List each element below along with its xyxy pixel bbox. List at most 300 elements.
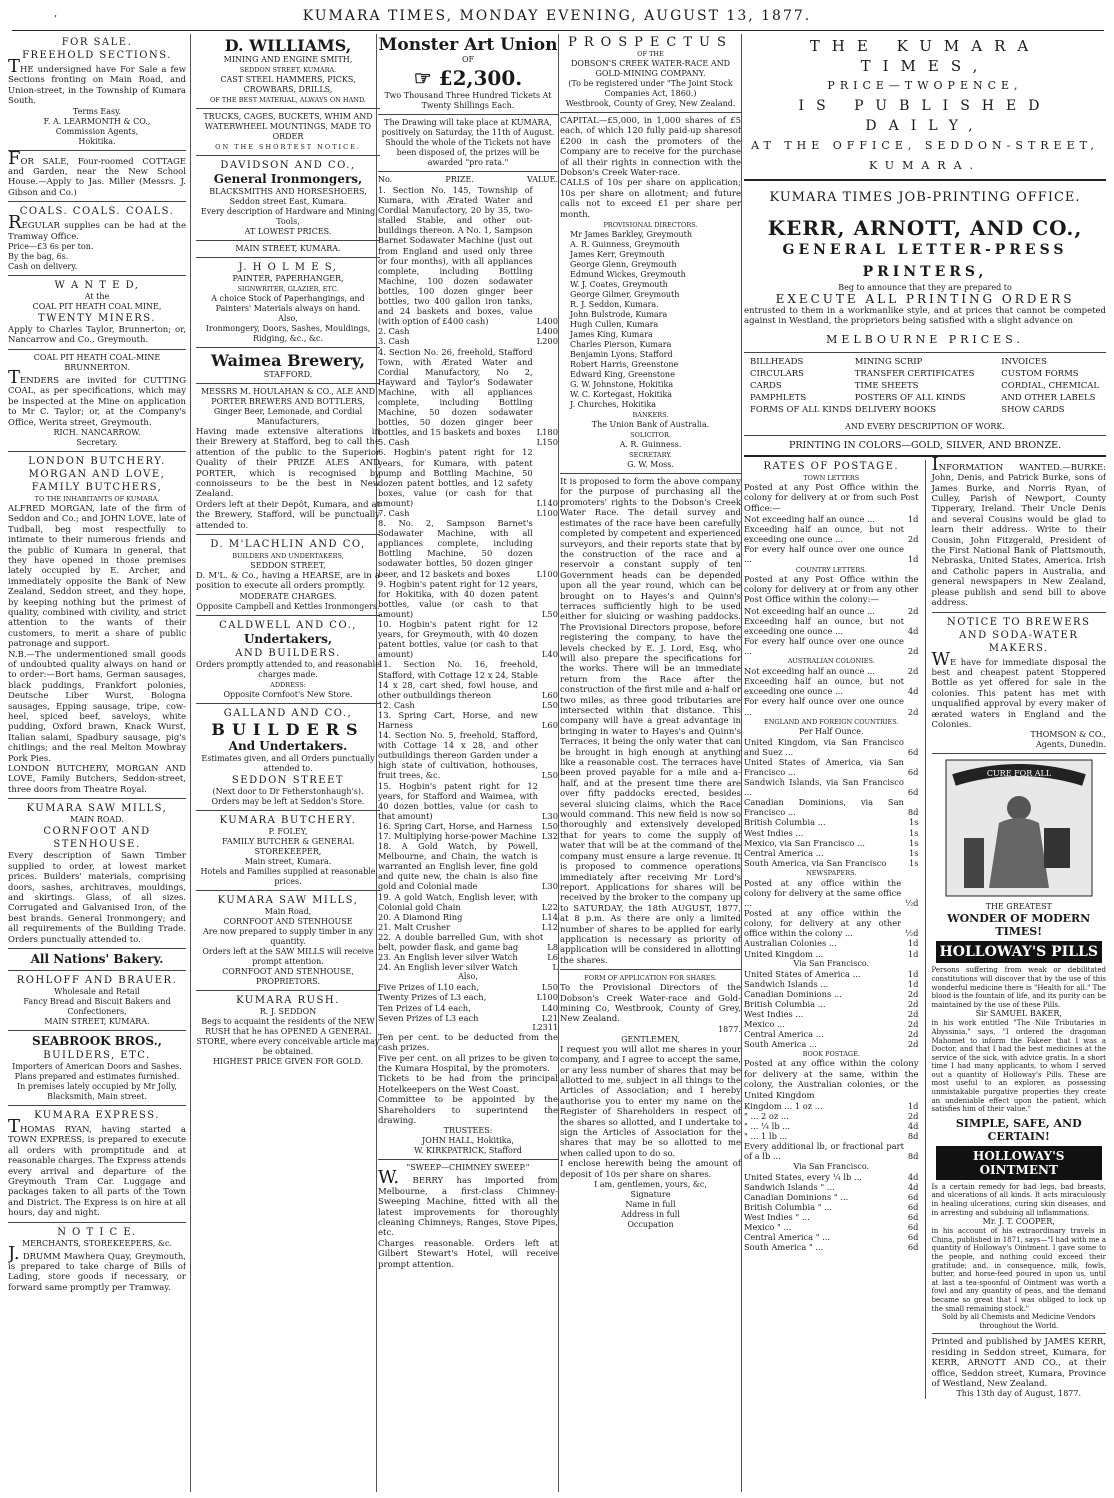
rate-row — [744, 817, 919, 827]
prize-table-header — [378, 175, 558, 185]
ad-line: In premises lately occupied by Mr Jolly, Blacksmith, Main street. — [17, 1081, 177, 1101]
print-item: INVOICES — [1001, 356, 1047, 367]
ad-line: Orders left at the SAW MILLS will receive prompt attention. — [202, 946, 374, 966]
ad-line: Sir SAMUEL BAKER, — [975, 1009, 1062, 1019]
ad-heading: MELBOURNE PRICES. — [826, 332, 1024, 346]
rate-row — [744, 797, 919, 817]
ad-line: THE GREATEST — [985, 902, 1052, 912]
rate-row-label: For every half ounce over one ounce ... — [744, 636, 904, 657]
prize-row-value: L60 — [541, 719, 558, 730]
prize-row — [378, 508, 558, 518]
ad-line: BLACKSMITHS AND HORSESHOERS, — [209, 187, 367, 196]
ad-line: SECRETARY. — [629, 451, 672, 460]
rate-row-value: 6d — [907, 787, 919, 798]
ad-text: Is a certain remedy for bad legs, bad breasts, and ulcerations of all kinds. It acts miraculously in healing ulcerations, curing skin diseases, and in arresting and subduing all inflammations. — [931, 1182, 1106, 1217]
rate-row-value: 1d — [907, 938, 919, 949]
director-item: Hugh Cullen, Kumara — [570, 320, 659, 330]
ad-heading: General Ironmongers, — [213, 172, 363, 186]
ad-heading: FOR SALE. — [61, 37, 133, 48]
rate-row — [744, 1101, 919, 1111]
ad-line: MAIN STREET, KUMARA. — [235, 244, 341, 253]
rate-row-value: 4d — [907, 1171, 919, 1182]
rate-row — [744, 696, 919, 716]
prize-row-value: L14 — [541, 911, 558, 922]
ad-line: TWENTY MINERS. — [38, 313, 156, 325]
prize-row-label: 4. Section No. 26, freehold, Stafford Town, with Ærated Water and Cordial Manufactory, No 2, Hayward and Taylor's Sodawater Machine, with all appliances complete, including Bottling Machine, 50 dozen sodawater bottles, 50 dozen ginger beer bottles, and 15 baskets and boxes — [378, 346, 533, 438]
rate-row — [744, 757, 919, 777]
rate-row — [744, 636, 919, 656]
prize-row — [378, 185, 558, 326]
ad-line: ON THE SHORTEST NOTICE. — [215, 143, 361, 151]
rate-row — [744, 969, 919, 979]
rate-row-label: Sandwich Islands, via San Francisco ... — [744, 777, 904, 798]
director-item: R. J. Seddon, Kumara. — [570, 300, 659, 310]
rate-row — [744, 1009, 919, 1019]
ad-heading: EXECUTE ALL PRINTING ORDERS — [775, 292, 1075, 306]
rate-row-label: South America " ... — [744, 1242, 824, 1253]
rate-row-value: 6d — [907, 1211, 919, 1222]
prize-row-label: 19. A gold Watch, English lever, with Colonial gold Chain — [378, 891, 538, 912]
ad-heading: D. M'LACHLIN AND CO, — [210, 539, 366, 551]
extra-prize-row — [378, 982, 558, 992]
rate-row-label: British Columbia ... — [744, 998, 826, 1009]
rates-list — [744, 969, 919, 1050]
prize-row-label: 1. Section No. 145, Township of Kumara, with Ærated Water and Cordial Manufactory, 20 by 35, two-stalled Stable, and other out-buildings thereon. A No. 1, Sampson Barnet Sodawater Machine (just out from England and used only three or four months), with all appliances complete, including Bottling Machine, 100 dozen sodawater bottles, 100 dozen ginger beer bottles, two 400 gallon iron tanks, and 24 baskets and boxes, value (with option of £400 cash) — [378, 185, 533, 327]
ad-text: Posted at any Post Office within the colony for delivery at or from any other Post Office within the colony:— — [744, 574, 919, 606]
ad-line: BRUNNERTON. — [64, 362, 130, 372]
ad-line: Seddon street East, Kumara. — [229, 197, 347, 206]
prize-row — [378, 781, 558, 821]
ad-line: Also, — [458, 972, 478, 982]
ad-line: Cash on delivery. — [8, 262, 78, 272]
print-item: AND OTHER LABELS — [1001, 392, 1096, 403]
ad-line: OF THE BEST MATERIAL, ALWAYS ON HAND. — [210, 96, 366, 104]
ad-heading: BUILDERS, ETC. — [43, 1049, 151, 1061]
prize-row-value: L32 — [541, 831, 558, 841]
ad-line: R. J. SEDDON — [259, 1006, 317, 1016]
ad-line: Westbrook, County of Grey, New Zealand. — [565, 99, 736, 108]
rate-row — [744, 848, 919, 858]
ad-line: SIGNWRITER, GLAZIER, ETC. — [237, 285, 339, 293]
cure-banner: CURE FOR ALL — [986, 769, 1051, 779]
prize-row — [378, 841, 558, 891]
ad-text: Five per cent. on all prizes to be given to the Kumara Hospital, by the promoters. — [378, 1053, 558, 1074]
ad-line: MERCHANTS, STOREKEEPERS, &c. — [21, 1238, 173, 1248]
ad-line: STAFFORD. — [263, 370, 313, 379]
prize-row-label: 16. Spring Cart, Horse, and Harness — [378, 820, 533, 831]
ad-text: TENDERS are invited for CUTTING COAL, as per specifications, which may be inspected at the Mine on application to Mr C. Taylor; or, at the Company's Office, Werita street, Greymouth. — [8, 366, 186, 428]
ad-line: At the — [84, 292, 110, 302]
prize-row-label: 5. Cash — [378, 437, 410, 448]
ad-heading: GENERAL LETTER-PRESS PRINTERS, — [782, 242, 1068, 280]
prize-row-value: L150 — [536, 437, 558, 448]
ad-line: Via San Francisco. — [793, 958, 870, 968]
rate-row-label: " ... ¼ lb ... — [744, 1121, 791, 1132]
ad-line: F. A. LEARMONTH & CO., — [43, 116, 151, 126]
prize-row-value: L50 — [541, 608, 558, 619]
prize-row-value: L50 — [541, 699, 558, 710]
rate-row — [744, 1029, 919, 1039]
prize-row — [378, 447, 558, 508]
prize-row — [378, 579, 558, 619]
rate-row — [744, 1131, 919, 1141]
ad-heading: W A N T E D, — [54, 280, 140, 292]
rate-row-label: Not exceeding half an ounce ... — [744, 605, 875, 616]
ad-line: (Next door to Dr Fetherstonhaugh's). — [212, 786, 364, 796]
ad-line: Hotels and Families supplied at reasonable prices. — [200, 866, 376, 886]
rate-row-label: " ... 2 oz ... — [744, 1111, 789, 1122]
rate-row — [744, 878, 919, 908]
prize-row — [378, 912, 558, 922]
imprint-text: Printed and published by JAMES KERR, residing in Seddon street, Kumara, for KERR, ARNOTT AND CO., at their office, Seddon street, Kumara, Province of Westland, New Zealand. — [931, 1337, 1106, 1389]
extra-prize-row-label: Seven Prizes of L3 each — [378, 1012, 479, 1023]
director-item: James Kerr, Greymouth — [570, 250, 665, 260]
ad-line: SEDDON STREET, — [250, 561, 326, 571]
director-item: John Bulstrode, Kumara — [570, 310, 668, 320]
print-item: PAMPHLETS — [750, 392, 807, 403]
signoff-line: I am, gentlemen, yours, &c, — [594, 1180, 707, 1190]
ad-line: 1877. — [718, 1024, 741, 1034]
ad-text: THOMAS RYAN, having started a TOWN EXPRESS, is prepared to execute all orders with promptitude and at reasonable charges. The Express attends every arrival and departure of the Greymouth Tram Car. Luggage and packages taken to all parts of the Town and District. The Express is on hire at all hours, day and night. — [8, 1115, 186, 1219]
prize-row-label: 7. Cash — [378, 508, 410, 518]
rate-row-value: 6d — [907, 1191, 919, 1202]
ad-text: THE undersigned have For Sale a few Sections fronting on Main Road, and Union-street, in the Township of Kumara South. — [8, 56, 186, 107]
ad-line: CORNFOOT AND STENHOUSE — [223, 916, 353, 926]
ad-text: W. BERRY has imported from Melbourne, a first-class Chimney-Sweeping Machine, fitted with all the latest improvements for thoroughly cleaning Chimneys, Ranges, Stove Pipes, etc. — [378, 1167, 558, 1239]
rate-row-value: 6d — [907, 1222, 919, 1233]
rate-row-label: Not exceeding half an ounce ... — [744, 514, 875, 525]
masthead-header — [0, 8, 1114, 30]
header-rule — [12, 30, 1104, 31]
column-divider — [190, 34, 191, 1492]
rate-row-label: Kingdom ... 1 oz ... — [744, 1101, 823, 1111]
prize-row — [378, 619, 558, 659]
print-item: CORDIAL, CHEMICAL — [1001, 380, 1099, 391]
ad-line: MINING AND ENGINE SMITH, — [223, 55, 353, 64]
prize-row — [378, 821, 558, 831]
rate-row-label: British Columbia " ... — [744, 1201, 833, 1212]
signoff-line: Address in full — [621, 1210, 680, 1220]
ad-line: DOBSON'S CREEK WATER-RACE AND GOLD-MINING COMPANY. — [570, 59, 731, 78]
rates-list — [744, 737, 919, 868]
rate-row-label: " ... 1 lb ... — [744, 1131, 788, 1142]
prize-row — [378, 659, 558, 699]
ad-text: CAPITAL—£5,000, in 1,000 shares of £5 each, of which 120 fully paid-up sharesof £200 in cash the promoters of the Company are to receive for the purchase of all their rights in connection with the Dobson's Creek Water-race. — [560, 116, 741, 179]
ad-line: AUSTRALIAN COLONIES. — [787, 657, 875, 666]
ad-text: Having made extensive alterations in their Brewery at Stafford, beg to call the attention of the public to the Superior Quality of their PRIZE ALES AND PORTER, which is recognised by connoisseurs to be the best in New Zealand. — [196, 427, 380, 500]
ad-heading: All Nations' Bakery. — [30, 951, 164, 966]
ad-line: By the bag, 6s. — [8, 252, 69, 262]
director-item: Edmund Wickes, Greymouth — [570, 270, 686, 280]
rate-row — [744, 666, 919, 676]
rate-row-value: ½d — [905, 898, 919, 909]
ad-heading: PROSPECTUS — [568, 36, 733, 50]
prize-row — [378, 730, 558, 780]
ad-heading: NOTICE TO BREWERS AND SODA-WATER MAKERS. — [947, 616, 1091, 654]
ad-line: Opposite Cornfoot's New Store. — [223, 689, 353, 699]
rate-row — [744, 1212, 919, 1222]
ad-heading: KUMARA SAW MILLS, — [26, 803, 168, 815]
rate-row-label: United States, every ¼ lb ... — [744, 1171, 862, 1182]
rate-row — [744, 938, 919, 948]
ad-line: RICH. NANCARROW. — [53, 427, 141, 437]
prize-row-label: 22. A double barrelled Gun, with shot belt, powder flask, and game bag — [378, 931, 544, 953]
ad-line: PROVISIONAL DIRECTORS. — [603, 221, 698, 230]
director-item: W. C. Kortegast, Hokitika — [570, 390, 673, 400]
prize-row — [378, 336, 558, 346]
rate-row-value: 1d — [907, 1101, 919, 1111]
ad-line: Price—£3 6s per ton. — [8, 242, 94, 252]
rate-row-label: Mexico ... — [744, 1019, 785, 1030]
ad-line: Terms Easy. — [72, 106, 122, 116]
ad-heading: D. WILLIAMS, — [224, 36, 352, 55]
ad-text: Persons suffering from weak or debilitated constitutions will discover that by the use of this wonderful medicine there is "Health for all." The blood is the fountain of life, and its purity can be maintained by the use of these Pills. — [931, 966, 1106, 1009]
director-item: A. R. Guinness, Greymouth — [570, 240, 680, 250]
rate-row-value: 1s — [908, 827, 919, 838]
rate-row-label: Exceeding half an ounce, but not exceeding one ounce ... — [744, 615, 904, 636]
rate-row-label: Every additional lb, or fractional part of a lb ... — [744, 1141, 904, 1162]
rate-row-label: British Columbia ... — [744, 817, 826, 828]
prize-row — [378, 922, 558, 932]
ad-text: Posted at any office within the colony for delivery at the same, within the colony, the Australian colonies, or the United Kingdom — [744, 1059, 919, 1101]
rate-row-label: Exceeding half an ounce, but not exceeding one ounce ... — [744, 524, 904, 545]
ad-line: Estimates given, and all Orders punctually attended to. — [201, 753, 375, 773]
ad-line: PAINTER, PAPERHANGER, — [232, 274, 344, 283]
rate-row-value: 2d — [907, 1019, 919, 1030]
ad-line: COUNTRY LETTERS. — [795, 565, 867, 574]
ad-heading: COALS. COALS. COALS. — [19, 206, 175, 218]
director-item: W. J. Coates, Greymouth — [570, 280, 668, 290]
rate-row-value: 1d — [907, 514, 919, 525]
director-item: Robert Harris, Greenstone — [570, 360, 679, 370]
ointment-banner: HOLLOWAY'S OINTMENT — [936, 1146, 1103, 1180]
rates-list — [744, 878, 919, 959]
prize-row — [378, 952, 558, 962]
extra-prize-row-label: Ten Prizes of L4 each, — [378, 1002, 471, 1013]
ad-heading: SIMPLE, SAFE, AND CERTAIN! — [955, 1116, 1082, 1143]
ad-heading: COAL PIT HEATH COAL-MINE — [33, 352, 161, 362]
ad-text: Charges reasonable. Orders left at Gilbert Stewart's Hotel, will receive prompt attention. — [378, 1238, 558, 1270]
ad-line: Via San Francisco. — [793, 1161, 870, 1171]
ad-line: TRUSTEES: — [443, 1126, 493, 1136]
ad-line: Fancy Bread and Biscuit Bakers and Confectioners, — [23, 996, 171, 1016]
rate-row-value: 1d — [907, 948, 919, 959]
ad-heading: FORM OF APPLICATION FOR SHARES. — [584, 974, 717, 983]
th-value: VALUE. — [526, 175, 558, 184]
ad-line: Begs to acquaint the residents of the NEW RUSH that he has OPENED A GENERAL STORE, where every conceivable article may be obtained. — [196, 1016, 380, 1056]
extra-prize-row-value: L50 — [541, 982, 558, 993]
ad-text: Orders left at their Depôt, Kumara, and at the Brewery, Stafford, will be punctually attended to. — [196, 499, 380, 531]
ad-heading: ROHLOFF AND BRAUER. — [16, 974, 178, 986]
rate-row-label: West Indies " ... — [744, 1211, 810, 1222]
ad-text: LONDON BUTCHERY, MORGAN AND LOVE, Family Butchers, Seddon-street, three doors from Theatre Royal. — [8, 764, 186, 795]
column-5 — [744, 36, 1106, 1491]
rate-row-value: 2d — [907, 988, 919, 999]
director-item: George Gilmer, Greymouth — [570, 290, 680, 300]
rate-row-label: Canadian Dominions ... — [744, 988, 842, 999]
prize-row-value: L30 — [541, 881, 558, 892]
ad-heading: N O T I C E. — [57, 1226, 137, 1238]
rate-row — [744, 606, 919, 616]
rate-row-value: ½d — [905, 928, 919, 939]
column-divider — [741, 34, 742, 1492]
ad-line: Ginger Beer, Lemonade, and Cordial Manufacturers, — [213, 407, 363, 426]
ad-heading: KUMARA SAW MILLS, — [217, 894, 359, 906]
hygeia-illustration-icon — [944, 758, 1094, 898]
ad-line: Two Thousand Three Hundred Tickets At Twenty Shillings Each. — [384, 91, 552, 110]
rates-list — [744, 514, 919, 564]
print-item: FORMS OF ALL KINDS — [750, 404, 852, 415]
rate-row-label: Central America ... — [744, 847, 824, 858]
signoff-line: Name in full — [625, 1200, 676, 1210]
ad-line: MODERATE CHARGES. — [239, 591, 337, 601]
prize-row — [378, 892, 558, 912]
print-item: CARDS — [750, 380, 782, 391]
rates-list — [744, 1172, 919, 1253]
ad-heading: FAMILY BUTCHERS, — [31, 481, 163, 493]
ad-heading: CALDWELL AND CO., — [219, 619, 357, 631]
rate-row-label: Mexico " ... — [744, 1222, 792, 1233]
prize-row-label: 11. Section No. 16, freehold, Stafford, with Cottage 12 x 24, Stable 14 x 28, cart shed, fowl house, and other outbuildings thereon — [378, 659, 538, 700]
ad-line: OF THE — [637, 50, 664, 58]
ad-line: AT LOWEST PRICES. — [244, 227, 332, 236]
ad-line: Main street, Kumara. — [244, 856, 332, 866]
rate-row-value: 4d — [907, 1121, 919, 1132]
prize-row-value: L22 — [541, 901, 558, 912]
rate-row-label: United States of America, via San Francisco ... — [744, 756, 904, 777]
rate-row-label: Posted at any office within the colony for delivery at the same office ... — [744, 877, 902, 909]
ad-line: Agents, Dunedin. — [1035, 740, 1106, 750]
rate-row-value: 2d — [907, 1029, 919, 1040]
imprint-date: This 13th day of August, 1877. — [956, 1389, 1082, 1399]
rate-row-label: For every half ounce over one ounce ... — [744, 544, 904, 565]
rate-row-value: 2d — [907, 534, 919, 545]
print-item: DELIVERY BOOKS — [854, 404, 937, 415]
rate-row-label: Australian Colonies ... — [744, 938, 837, 949]
rate-row-label: Exceeding half an ounce, but not exceeding one ounce ... — [744, 676, 904, 697]
ad-line: Are now prepared to supply timber in any quantity. — [202, 926, 373, 946]
prize-row-label: 9. Hogbin's patent right for 12 years, for Hokitika, with 40 dozen patent bottles, value (or cash to that amount) — [378, 578, 538, 619]
ad-heading: KUMARA RUSH. — [236, 994, 340, 1006]
ad-heading: LONDON BUTCHERY. — [28, 455, 166, 467]
rate-row — [744, 524, 919, 544]
ad-line: G. W. Moss. — [627, 460, 674, 470]
rate-row — [744, 1192, 919, 1202]
prize-row — [378, 518, 558, 579]
ad-line: The Union Bank of Australia. — [591, 420, 710, 430]
prize-list — [378, 185, 558, 972]
ad-heading: And Undertakers. — [228, 738, 348, 753]
ad-text: N.B.—The undermentioned small goods of undoubted quality always on hand or to order:—Bort hams, German sausages, black puddings, Frankfort polonies, Deutsche Liber Wurst, Bologna sausages, Epping sausage, tripe, cow-heel, spiced beef, saveloys, white pudding, Oxford brawn, Knack Wurst, Italian salami, Spadbury sausage, pig's chitlings; and the real Melton Mowbray Pork Pies. — [8, 649, 186, 764]
prize-row-label: 18. A Gold Watch, by Powell, Melbourne, and Chain, the watch is warranted an English lever, fine gold and quite new, the chain is also fine gold and Colonial made — [378, 841, 538, 892]
director-item: Benjamin Lyons, Stafford — [570, 350, 673, 360]
ad-line: The Drawing will take place at KUMARA, positively on Saturday, the 11th of August. Should the whole of the Tickets not have been disposed of, the prizes will be awarded "pro rata." — [381, 118, 555, 167]
print-item: TRANSFER CERTIFICATES — [854, 368, 975, 379]
prize-row-label: 20. A Diamond Ring — [378, 911, 463, 922]
prize-row-value: L — [552, 962, 558, 973]
ad-line: SOLICITOR. — [630, 431, 671, 440]
rate-row — [744, 616, 919, 636]
ad-text: J. DRUMM Mawhera Quay, Greymouth, is prepared to take charge of Bills of Lading, store goods if necessary, or forward same promptly per Tramway. — [8, 1242, 186, 1293]
ad-line: AND BUILDERS. — [235, 647, 341, 659]
ad-line: BUILDERS AND UNDERTAKERS, — [232, 552, 344, 561]
extra-prize-row — [378, 1013, 558, 1023]
prize-row — [378, 831, 558, 841]
ad-line: FAMILY BUTCHER & GENERAL STOREKEEPER, — [222, 836, 354, 856]
prize-total: L2311 — [532, 1022, 558, 1032]
rate-row — [744, 838, 919, 848]
extra-prize-row-value: L100 — [536, 992, 558, 1003]
prize-row — [378, 326, 558, 336]
rate-row-label: Central America " ... — [744, 1232, 831, 1243]
ad-line: MAIN STREET, KUMARA. — [44, 1016, 150, 1026]
rate-row-value: 4d — [907, 1181, 919, 1192]
ad-line: OF — [461, 55, 475, 64]
ad-heading: Waimea Brewery, — [211, 351, 365, 370]
ad-line: ENGLAND AND FOREIGN COUNTRIES. — [763, 717, 899, 726]
rate-row-label: United Kingdom ... — [744, 948, 824, 959]
director-item: Mr James Barkley, Greymouth — [570, 230, 693, 240]
rate-row-value: 6d — [907, 1201, 919, 1212]
extra-prize-row — [378, 1003, 558, 1013]
ad-heading: FREEHOLD SECTIONS. — [22, 50, 172, 61]
prize-row-label: 13. Spring Cart, Horse, and new Harness — [378, 709, 538, 730]
column-1 — [8, 36, 186, 1491]
prize-amount — [378, 65, 558, 91]
prize-row-label: 3. Cash — [378, 336, 410, 347]
rate-row-label: Canadian Dominions " ... — [744, 1191, 849, 1202]
ad-heading: MORGAN AND LOVE, — [28, 468, 166, 480]
ad-text: in his work entitled "The Nile Tributaries in Abyssinia," says, "I ordered the dragoman Mahomet to inform the Fakeer that I was a Doctor, and that I had the best medicines at the service of the sick, with advice gratis. In a short time I had many applicants, to whom I served out a quantity of Holloway's Pills. These are most useful to an explorer, as possessing unmistakable purgative properties they create an undeniable effect upon the patient, which satisfies him of their value." — [931, 1019, 1106, 1114]
rate-row-value: 6d — [907, 746, 919, 757]
ad-line: Mr. J. T. COOPER, — [982, 1217, 1055, 1227]
ad-heading: KUMARA EXPRESS. — [34, 1109, 160, 1121]
prize-row-value: L140 — [536, 497, 558, 508]
rate-row-value: 2d — [907, 605, 919, 616]
ad-heading: KERR, ARNOTT, AND CO., — [767, 216, 1083, 240]
rate-row-label: Posted at any office within the colony, for delivery at any other office within the colony ... — [744, 908, 902, 939]
prize-row-label: 17. Multiplying horse-power Machine — [378, 831, 537, 841]
ad-line: Hokitika. — [78, 136, 116, 146]
prize-row — [378, 700, 558, 710]
rate-row — [744, 1039, 919, 1049]
ad-line: A choice Stock of Paperhangings, and Painters' Materials always on hand. — [211, 294, 365, 313]
ad-heading: Undertakers, — [243, 631, 333, 646]
rates-list — [744, 606, 919, 656]
prize-row — [378, 437, 558, 447]
th-prize: PRIZE. — [445, 175, 474, 184]
pointing-hand-icon: ☞ — [413, 66, 439, 90]
column-2 — [196, 36, 380, 1491]
rate-row-label: West Indies ... — [744, 827, 804, 838]
rate-row-value: 1s — [908, 837, 919, 848]
rate-row — [744, 544, 919, 564]
ad-line: Commission Agents, — [55, 126, 139, 136]
masthead-line: PRICE—TWOPENCE, — [827, 79, 1023, 92]
rate-row-label: United Kingdom, via San Francisco and Suez ... — [744, 736, 904, 757]
prize-row — [378, 710, 558, 730]
ad-text: Tickets to be had from the principal Hotelkeepers on the West Coast. — [378, 1074, 558, 1095]
director-item: Charles Pierson, Kumara — [570, 340, 672, 350]
rate-row-value: 4d — [907, 686, 919, 697]
rate-row-value: 1s — [908, 817, 919, 828]
ad-text: It is proposed to form the above company for the purpose of purchasing all the promoters' rights to the Dobson's Creek Water Race. The detail survey and estimates of the race have been carefully completed by competent and experienced surveyors, and their reports state that by the construction of the race and a reservoir a constant supply of ten Government heads can be depended upon all the year round, which can be brought on to Hayes's and Quinn's terraces sufficiently high to be used either for sluicing or washing paddocks. The Provisional Directors propose, before registering the company, to have the levels checked by E. J. Lord, Esq, who will also prepare the specifications for the works. There will be an immediate return from the Race after the construction of the first mile and a-half or two miles, as three good tributaries are intersected within that distance. This company will have a great advantage in bringing in water to Hayes's and Quinn's Terraces, it being the only water that can be brought in high enough at anything like a reasonable cost. The terraces have been proved payable for a mile and a-half, and at the present time there are over fifty paddocks erected, besides several sluicing claims, which the Race would command. This new field is now so thoroughly and extensively developed that for years to come the supply of water that will be at the command of the company must ensure a large revenue. It is proposed to commence operations immediately after receiving Mr Lord's report. Applications for shares will be received by the broker to the company up to SATURDAY, the 18th AUGUST, 1877, at 8 p.m. As there are only a limited number of shares to be applied for early application is necessary as priority of application will be considered in allotting the shares. — [560, 477, 741, 966]
prize-row — [378, 347, 558, 438]
prize-row — [378, 962, 558, 972]
signoff-list — [560, 1180, 741, 1230]
ad-line: TO THE INHABITANTS OF KUMARA. — [34, 494, 160, 503]
ad-line: SEDDON STREET, KUMARA. — [239, 66, 337, 74]
